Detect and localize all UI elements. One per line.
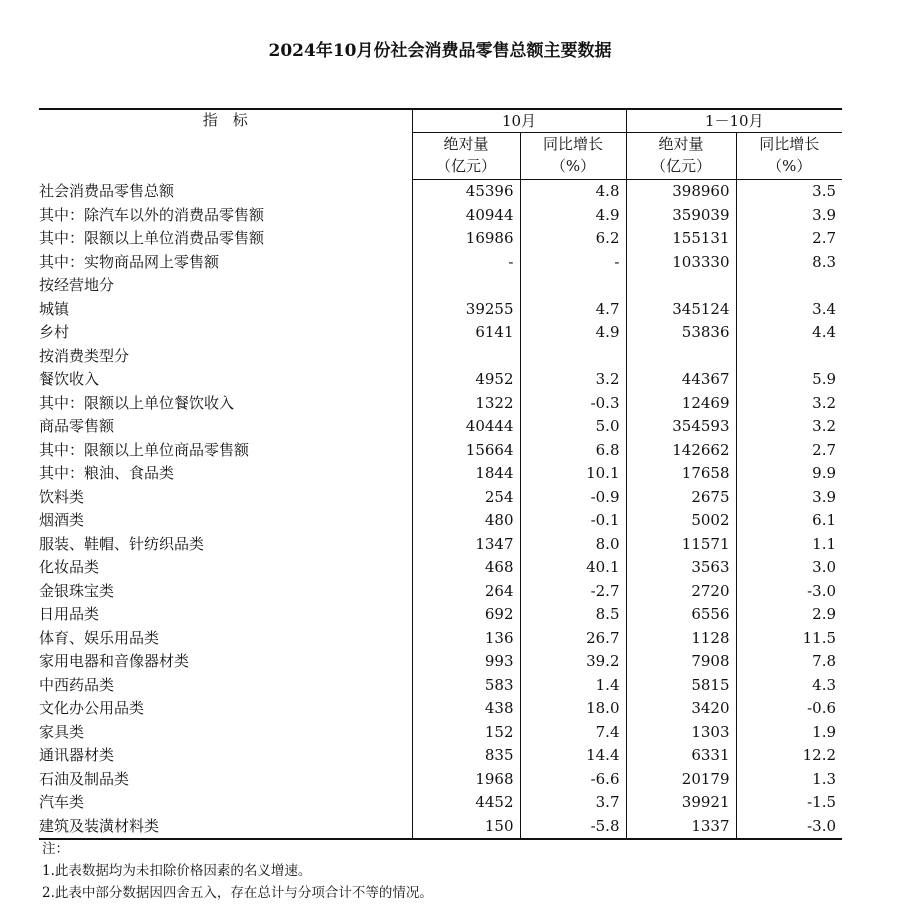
ytd-abs-cell: 2720 — [626, 580, 736, 604]
oct-abs-cell: 1322 — [412, 392, 520, 416]
ytd-yoy-cell: 3.4 — [736, 298, 842, 322]
table-row — [39, 204, 842, 228]
oct-yoy-cell: - — [520, 251, 626, 275]
row-label: 化妆品类 — [39, 558, 100, 576]
oct-yoy-cell: 4.7 — [520, 298, 626, 322]
table-row — [39, 509, 842, 533]
ytd-abs-cell: 3563 — [626, 556, 736, 580]
ytd-abs-cell: 53836 — [626, 321, 736, 345]
ytd-yoy-cell: 5.9 — [736, 368, 842, 392]
oct-abs-cell: 152 — [412, 721, 520, 745]
notes — [42, 838, 882, 904]
ytd-abs-cell: 5815 — [626, 674, 736, 698]
oct-abs-cell: 4952 — [412, 368, 520, 392]
row-label: 体育、娱乐用品类 — [39, 628, 160, 647]
row-label: 其中：除汽车以外的消费品零售额 — [39, 205, 265, 224]
row-label: 按经营地分 — [39, 276, 115, 294]
oct-yoy-cell: 6.8 — [520, 439, 626, 463]
oct-yoy-cell: -2.7 — [520, 580, 626, 604]
row-label: 石油及制品类 — [39, 769, 130, 788]
ytd-abs-cell — [626, 345, 736, 369]
ytd-abs-cell: 5002 — [626, 509, 736, 533]
ytd-abs-cell: 345124 — [626, 298, 736, 322]
ytd-yoy-cell: 4.4 — [736, 321, 842, 345]
oct-yoy-cell: 1.4 — [520, 674, 626, 698]
ytd-yoy-cell: 7.8 — [736, 650, 842, 674]
note-item: 1.此表数据均为未扣除价格因素的名义增速。 — [42, 863, 312, 879]
ytd-abs-cell: 39921 — [626, 791, 736, 815]
row-label: 乡村 — [39, 323, 70, 341]
table-row — [39, 721, 842, 745]
oct-yoy-cell: 10.1 — [520, 462, 626, 486]
table-row — [39, 439, 842, 463]
oct-yoy-cell: -0.9 — [520, 486, 626, 510]
ytd-abs-cell: 20179 — [626, 768, 736, 792]
row-label: 商品零售额 — [39, 417, 115, 435]
ytd-yoy-cell: 2.7 — [736, 227, 842, 251]
ytd-abs-cell: 155131 — [626, 227, 736, 251]
table-row — [39, 298, 842, 322]
table-row — [39, 180, 842, 204]
ytd-abs-cell: 6331 — [626, 744, 736, 768]
oct-yoy-cell: 3.7 — [520, 791, 626, 815]
table-row — [39, 274, 842, 298]
table-row — [39, 486, 842, 510]
ytd-yoy-cell: 6.1 — [736, 509, 842, 533]
oct-abs-cell: 1968 — [412, 768, 520, 792]
ytd-yoy-cell: 12.2 — [736, 744, 842, 768]
october-group-header: 10月 — [412, 109, 626, 133]
row-label: 其中：限额以上单位餐饮收入 — [39, 393, 235, 412]
table-row — [39, 368, 842, 392]
ytd-abs-header — [626, 133, 736, 180]
table-row — [39, 697, 842, 721]
row-label: 家用电器和音像器材类 — [39, 652, 190, 670]
row-label: 通讯器材类 — [39, 746, 115, 764]
oct-abs-cell: 264 — [412, 580, 520, 604]
ytd-yoy-cell: 3.9 — [736, 486, 842, 510]
ytd-yoy-cell: 1.3 — [736, 768, 842, 792]
row-label: 城镇 — [39, 299, 70, 318]
ytd-abs-cell: 17658 — [626, 462, 736, 486]
table-row — [39, 345, 842, 369]
ytd-abs-cell: 142662 — [626, 439, 736, 463]
row-label: 饮料类 — [39, 487, 85, 506]
ytd-abs-cell: 44367 — [626, 368, 736, 392]
ytd-abs-cell: 398960 — [626, 180, 736, 204]
oct-yoy-cell: 8.5 — [520, 603, 626, 627]
oct-yoy-cell: 4.9 — [520, 204, 626, 228]
oct-abs-cell — [412, 345, 520, 369]
ytd-yoy-cell: -1.5 — [736, 791, 842, 815]
notes-heading: 注： — [42, 841, 69, 857]
oct-abs-cell: 4452 — [412, 791, 520, 815]
oct-abs-cell — [412, 274, 520, 298]
oct-yoy-cell: 4.8 — [520, 180, 626, 204]
oct-yoy-cell: -0.3 — [520, 392, 626, 416]
table-row — [39, 744, 842, 768]
ytd-yoy-label: 同比增长 — [759, 135, 820, 153]
row-label: 服装、鞋帽、针纺织品类 — [39, 534, 205, 553]
oct-abs-cell: - — [412, 251, 520, 275]
oct-yoy-cell: -5.8 — [520, 815, 626, 840]
oct-abs-cell: 15664 — [412, 439, 520, 463]
oct-yoy-cell: -6.6 — [520, 768, 626, 792]
oct-yoy-cell: 7.4 — [520, 721, 626, 745]
row-label: 其中：限额以上单位消费品零售额 — [39, 229, 265, 247]
oct-yoy-cell — [520, 345, 626, 369]
oct-abs-cell: 692 — [412, 603, 520, 627]
ytd-yoy-cell: -0.6 — [736, 697, 842, 721]
ytd-yoy-cell — [736, 274, 842, 298]
oct-yoy-cell — [520, 274, 626, 298]
table-row — [39, 392, 842, 416]
oct-abs-cell: 1347 — [412, 533, 520, 557]
ytd-yoy-cell: 8.3 — [736, 251, 842, 275]
row-label: 汽车类 — [39, 793, 85, 811]
row-label: 日用品类 — [39, 605, 100, 623]
ytd-abs-cell: 6556 — [626, 603, 736, 627]
ytd-yoy-unit: （%） — [767, 157, 812, 175]
oct-yoy-label: 同比增长 — [542, 135, 603, 153]
ytd-abs-label: 绝对量 — [658, 135, 704, 153]
oct-abs-cell: 583 — [412, 674, 520, 698]
ytd-abs-cell: 354593 — [626, 415, 736, 439]
oct-yoy-cell: 39.2 — [520, 650, 626, 674]
table-row — [39, 462, 842, 486]
ytd-yoy-cell: 9.9 — [736, 462, 842, 486]
table-row — [39, 415, 842, 439]
table-row — [39, 627, 842, 651]
ytd-yoy-cell: 3.9 — [736, 204, 842, 228]
ytd-yoy-cell: 2.7 — [736, 439, 842, 463]
page-title: 2024年10月份社会消费品零售总额主要数据 — [268, 41, 612, 61]
row-label: 中西药品类 — [39, 675, 115, 694]
indicator-header: 指 标 — [39, 109, 412, 180]
oct-abs-cell: 16986 — [412, 227, 520, 251]
oct-abs-cell: 1844 — [412, 462, 520, 486]
table-row — [39, 674, 842, 698]
oct-abs-cell: 993 — [412, 650, 520, 674]
ytd-yoy-cell — [736, 345, 842, 369]
oct-yoy-unit: （%） — [550, 157, 596, 175]
row-label: 餐饮收入 — [39, 370, 100, 388]
table-row — [39, 556, 842, 580]
table-row — [39, 251, 842, 275]
ytd-yoy-cell: 3.2 — [736, 415, 842, 439]
row-label: 社会消费品零售总额 — [39, 181, 175, 200]
oct-yoy-cell: 4.9 — [520, 321, 626, 345]
ytd-abs-cell: 7908 — [626, 650, 736, 674]
ytd-abs-cell: 1337 — [626, 815, 736, 840]
ytd-yoy-cell: -3.0 — [736, 815, 842, 840]
oct-abs-header — [412, 133, 520, 180]
oct-yoy-cell: 40.1 — [520, 556, 626, 580]
row-label: 其中：粮油、食品类 — [39, 464, 175, 482]
table-row — [39, 791, 842, 815]
oct-abs-cell: 39255 — [412, 298, 520, 322]
row-label: 家具类 — [39, 722, 85, 741]
oct-abs-label: 绝对量 — [443, 135, 489, 153]
table-row — [39, 533, 842, 557]
oct-yoy-cell: 6.2 — [520, 227, 626, 251]
ytd-abs-cell: 359039 — [626, 204, 736, 228]
table-row — [39, 227, 842, 251]
oct-yoy-header — [520, 133, 626, 180]
table-row — [39, 580, 842, 604]
retail-sales-table — [39, 108, 842, 840]
ytd-abs-unit: （亿元） — [650, 157, 711, 175]
ytd-abs-cell: 3420 — [626, 697, 736, 721]
row-label: 按消费类型分 — [39, 346, 130, 365]
ytd-yoy-cell: 2.9 — [736, 603, 842, 627]
oct-abs-cell: 150 — [412, 815, 520, 840]
oct-abs-cell: 480 — [412, 509, 520, 533]
oct-yoy-cell: 14.4 — [520, 744, 626, 768]
ytd-yoy-cell: 1.1 — [736, 533, 842, 557]
row-label: 文化办公用品类 — [39, 699, 145, 717]
oct-yoy-cell: 18.0 — [520, 697, 626, 721]
row-label: 建筑及装潢材料类 — [39, 815, 412, 840]
ytd-yoy-cell: 3.2 — [736, 392, 842, 416]
ytd-abs-cell: 1128 — [626, 627, 736, 651]
ytd-yoy-cell: 3.0 — [736, 556, 842, 580]
oct-yoy-cell: 3.2 — [520, 368, 626, 392]
ytd-yoy-cell: 1.9 — [736, 721, 842, 745]
oct-yoy-cell: -0.1 — [520, 509, 626, 533]
row-label: 金银珠宝类 — [39, 581, 115, 600]
note-item: 2.此表中部分数据因四舍五入，存在总计与分项合计不等的情况。 — [42, 885, 433, 901]
oct-abs-cell: 254 — [412, 486, 520, 510]
table-row — [39, 768, 842, 792]
row-label: 其中：限额以上单位商品零售额 — [39, 440, 250, 459]
ytd-abs-cell — [626, 274, 736, 298]
table-row — [39, 650, 842, 674]
row-label: 烟酒类 — [39, 511, 85, 529]
ytd-abs-cell: 1303 — [626, 721, 736, 745]
oct-abs-cell: 40944 — [412, 204, 520, 228]
oct-yoy-cell: 8.0 — [520, 533, 626, 557]
table-row — [39, 321, 842, 345]
ytd-yoy-header — [736, 133, 842, 180]
oct-abs-cell: 45396 — [412, 180, 520, 204]
oct-abs-cell: 40444 — [412, 415, 520, 439]
ytd-abs-cell: 103330 — [626, 251, 736, 275]
row-label: 其中：实物商品网上零售额 — [39, 252, 220, 271]
oct-abs-cell: 835 — [412, 744, 520, 768]
ytd-yoy-cell: -3.0 — [736, 580, 842, 604]
oct-abs-unit: （亿元） — [435, 157, 496, 175]
ytd-yoy-cell: 11.5 — [736, 627, 842, 651]
ytd-group-header: 1－10月 — [626, 109, 842, 133]
oct-abs-cell: 438 — [412, 697, 520, 721]
ytd-abs-cell: 11571 — [626, 533, 736, 557]
ytd-yoy-cell: 3.5 — [736, 180, 842, 204]
table-row — [39, 815, 842, 840]
oct-yoy-cell: 26.7 — [520, 627, 626, 651]
ytd-abs-cell: 2675 — [626, 486, 736, 510]
oct-abs-cell: 136 — [412, 627, 520, 651]
ytd-yoy-cell: 4.3 — [736, 674, 842, 698]
table-row — [39, 603, 842, 627]
oct-yoy-cell: 5.0 — [520, 415, 626, 439]
oct-abs-cell: 6141 — [412, 321, 520, 345]
ytd-abs-cell: 12469 — [626, 392, 736, 416]
oct-abs-cell: 468 — [412, 556, 520, 580]
